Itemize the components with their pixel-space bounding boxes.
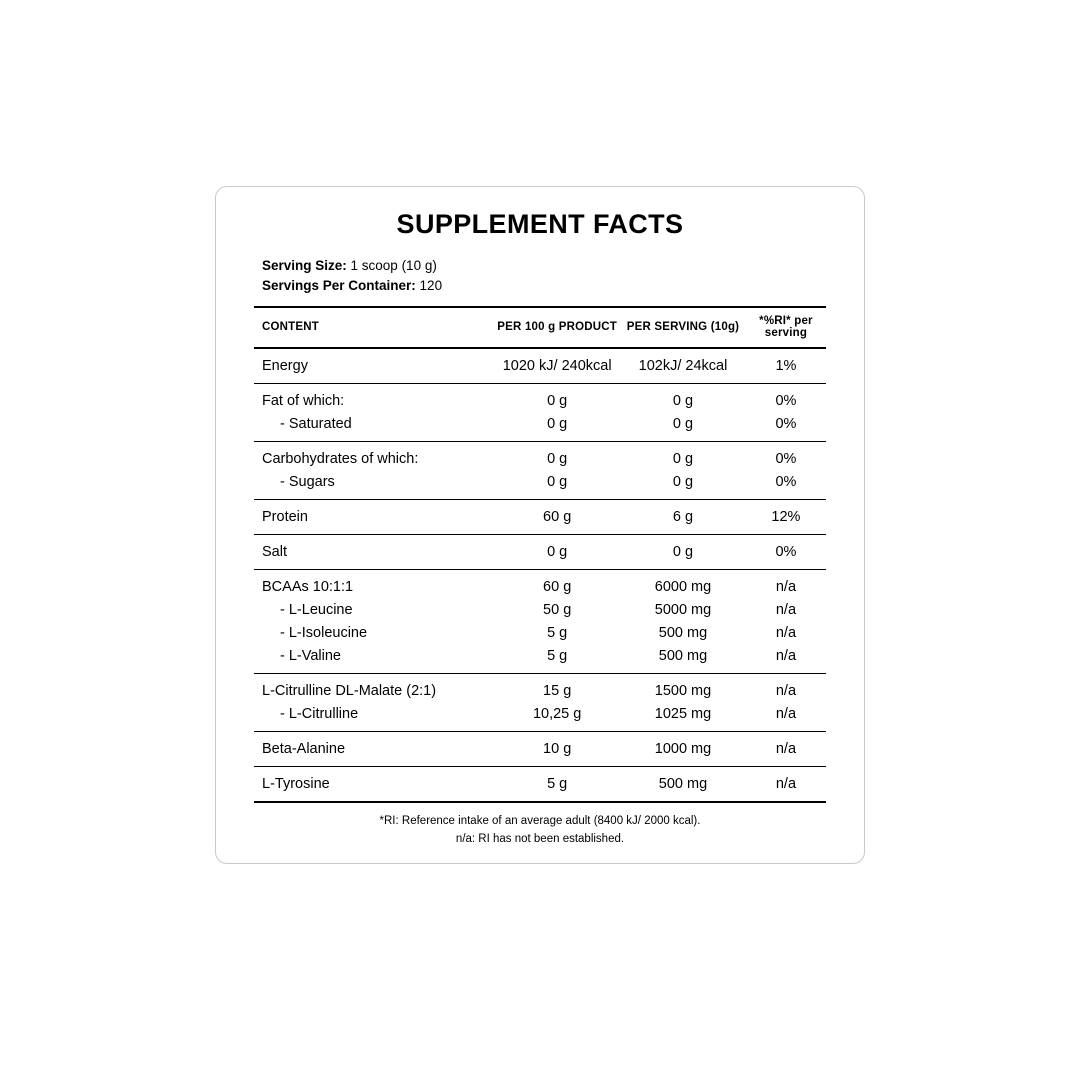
row-label: Salt (254, 535, 494, 570)
table-row (254, 570, 826, 599)
row-ri: 0% (746, 535, 826, 570)
row-ri: n/a (746, 674, 826, 703)
row-per-serving: 0 g (620, 384, 746, 413)
table-row (254, 442, 826, 471)
table-row (254, 599, 826, 622)
row-per-serving: 500 mg (658, 648, 708, 664)
row-label: Fat of which: (254, 384, 494, 413)
row-per-serving: 5000 mg (654, 602, 712, 618)
row-per-100g: 0 g (494, 442, 620, 471)
servings-per-container-value: 120 (415, 278, 443, 293)
row-ri: n/a (775, 602, 797, 618)
serving-size-line (262, 256, 826, 276)
table-row (254, 348, 826, 384)
row-per-100g: 15 g (494, 674, 620, 703)
table-header (254, 307, 826, 348)
table-row (254, 384, 826, 413)
row-label: Carbohydrates of which: (254, 442, 494, 471)
row-ri: 1% (746, 348, 826, 384)
row-ri: n/a (775, 706, 797, 722)
row-per-100g: 5 g (547, 648, 568, 664)
row-ri: 0% (775, 416, 797, 432)
column-header-per-serving: PER SERVING (10g) (620, 307, 746, 348)
column-header-per-100g: PER 100 g PRODUCT (494, 307, 620, 348)
row-ri: 12% (746, 500, 826, 535)
row-label: - L-Citrulline (280, 706, 359, 722)
row-label: - L-Isoleucine (280, 625, 368, 641)
table-row (254, 645, 826, 674)
row-per-serving: 1500 mg (620, 674, 746, 703)
row-per-100g: 60 g (494, 500, 620, 535)
row-ri: 0% (746, 442, 826, 471)
nutrition-table (254, 306, 826, 801)
row-per-serving: 0 g (620, 535, 746, 570)
row-ri: n/a (746, 767, 826, 802)
column-header-ri: *%RI* per serving (746, 307, 826, 348)
serving-info (254, 256, 826, 296)
table-row (254, 535, 826, 570)
table-row (254, 500, 826, 535)
row-per-serving: 0 g (672, 416, 694, 432)
table-body (254, 348, 826, 801)
row-per-100g: 0 g (547, 474, 568, 490)
footnote-ri: *RI: Reference intake of an average adult (8400 kJ/ 2000 kcal). (379, 815, 701, 827)
table-row (254, 413, 826, 442)
row-label: L-Tyrosine (254, 767, 494, 802)
row-label: Beta-Alanine (254, 732, 494, 767)
row-ri: 0% (775, 474, 797, 490)
row-per-serving: 6 g (620, 500, 746, 535)
row-per-100g: 0 g (494, 535, 620, 570)
page-title: SUPPLEMENT FACTS (396, 209, 684, 239)
table-row (254, 732, 826, 767)
row-label: Energy (254, 348, 494, 384)
row-per-serving: 102kJ/ 24kcal (620, 348, 746, 384)
table-row (254, 767, 826, 802)
row-ri: n/a (775, 625, 797, 641)
table-row (254, 471, 826, 500)
row-ri: n/a (746, 570, 826, 599)
row-per-100g: 5 g (547, 625, 568, 641)
row-ri: n/a (775, 648, 797, 664)
table-row (254, 674, 826, 703)
row-ri: 0% (746, 384, 826, 413)
servings-per-container-label: Servings Per Container: (262, 278, 416, 293)
row-per-serving: 0 g (672, 474, 694, 490)
footnote-na: n/a: RI has not been established. (455, 833, 625, 845)
row-per-serving: 500 mg (620, 767, 746, 802)
row-label: L-Citrulline DL-Malate (2:1) (254, 674, 494, 703)
row-label: - L-Leucine (280, 602, 353, 618)
row-per-serving: 6000 mg (620, 570, 746, 599)
servings-per-container-line (262, 276, 826, 296)
table-row (254, 622, 826, 645)
serving-size-value: 1 scoop (10 g) (346, 258, 437, 273)
row-per-serving: 0 g (620, 442, 746, 471)
row-per-100g: 5 g (494, 767, 620, 802)
row-per-serving: 1025 mg (654, 706, 712, 722)
row-label: - L-Valine (280, 648, 341, 664)
row-per-serving: 500 mg (658, 625, 708, 641)
row-per-100g: 0 g (494, 384, 620, 413)
row-ri: n/a (746, 732, 826, 767)
row-label: BCAAs 10:1:1 (254, 570, 494, 599)
supplement-facts-panel (215, 186, 865, 864)
row-label: - Sugars (280, 474, 335, 490)
row-per-serving: 1000 mg (620, 732, 746, 767)
row-per-100g: 10 g (494, 732, 620, 767)
row-per-100g: 50 g (543, 602, 572, 618)
row-label: - Saturated (280, 416, 352, 432)
table-row (254, 703, 826, 732)
row-per-100g: 60 g (494, 570, 620, 599)
column-header-content: CONTENT (254, 307, 494, 348)
serving-size-label: Serving Size: (262, 258, 347, 273)
row-per-100g: 10,25 g (532, 706, 582, 722)
row-per-100g: 0 g (547, 416, 568, 432)
footnotes (254, 801, 826, 848)
row-label: Protein (254, 500, 494, 535)
row-per-100g: 1020 kJ/ 240kcal (494, 348, 620, 384)
